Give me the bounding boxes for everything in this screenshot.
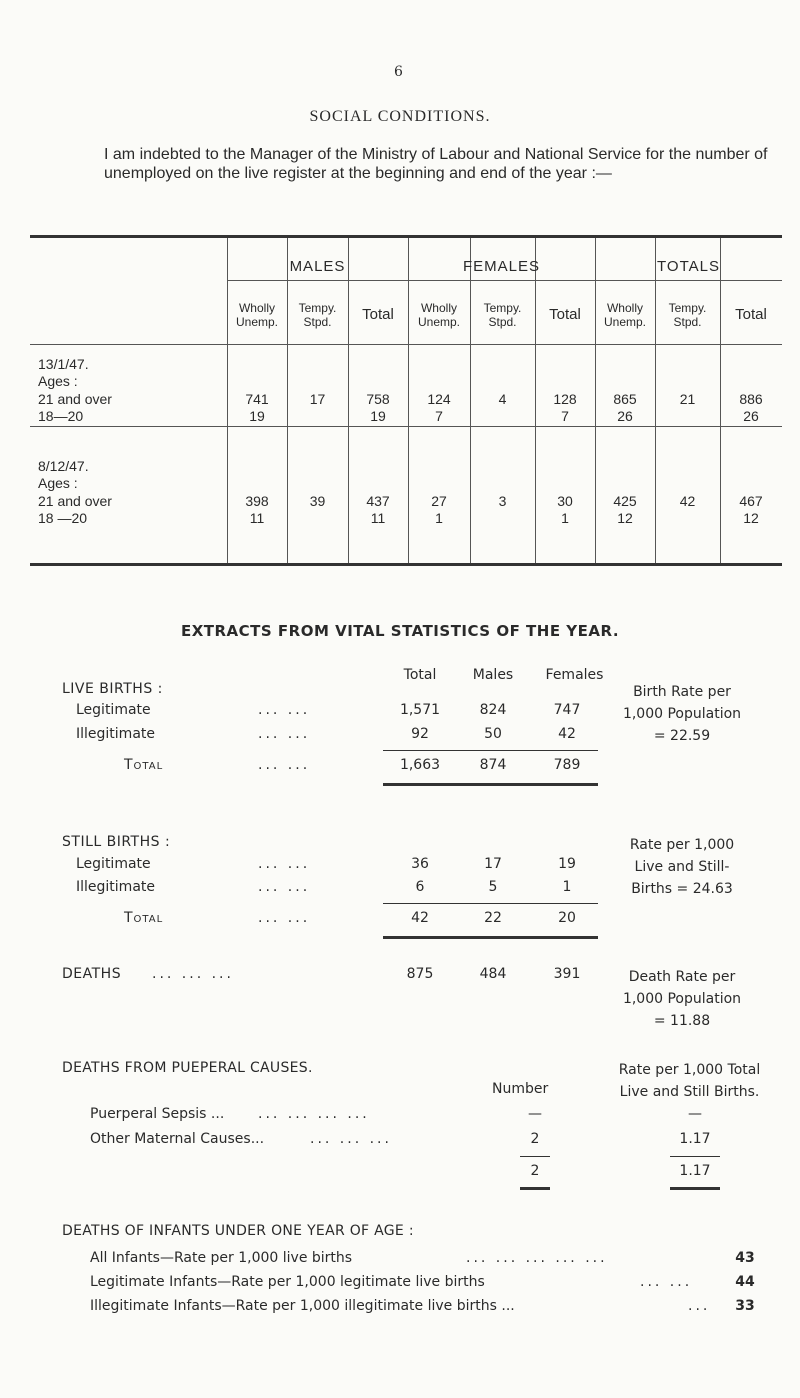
table-cell: 26 (743, 408, 759, 424)
table-cell: 865 (613, 391, 637, 407)
table-cell: 7 (561, 408, 569, 424)
leader-dots: ... ... (258, 757, 311, 773)
leader-dots: ... ... (258, 879, 311, 895)
row-label: 18—20 (38, 408, 84, 424)
leader-dots: ... ... (258, 856, 311, 872)
table-cell: 467 (739, 493, 763, 509)
value-cell: 875 (406, 966, 434, 982)
subheader-tempy-totals: Tempy. Stpd. (668, 301, 707, 329)
total-cell: 22 (484, 910, 502, 926)
value-cell: 92 (411, 726, 429, 742)
value-cell: 5 (488, 879, 498, 895)
table-cell: 1 (561, 510, 569, 526)
subheader-wholly-totals: Wholly Unemp. (603, 301, 647, 329)
leader-dots: ... ... ... (152, 966, 234, 982)
subheader-wholly-males: Wholly Unemp. (235, 301, 279, 329)
subheader-total-totals: Total (735, 306, 767, 323)
value-cell: 42 (558, 726, 576, 742)
rule (520, 1156, 550, 1157)
rate-cell: 1.17 (679, 1131, 711, 1147)
puerperal-rate-header-1: Rate per 1,000 Total (618, 1062, 761, 1078)
table-cell: 3 (498, 493, 507, 509)
subheader-tempy-females: Tempy. Stpd. (483, 301, 522, 329)
rate-total: 1.17 (679, 1163, 711, 1179)
leader-dots: ... (688, 1298, 711, 1314)
infant-rate-legit: 44 (735, 1274, 755, 1290)
table-cell: 758 (366, 391, 390, 407)
row-label: Illegitimate (76, 879, 155, 895)
deaths-label: DEATHS (62, 966, 122, 982)
table-cell: 11 (249, 510, 265, 526)
table-cell: 1 (435, 510, 443, 526)
still-rate-3: Births = 24.63 (631, 881, 733, 897)
intro-paragraph: I am indebted to the Manager of the Ministry of Labour and National Service for the number of unemployed on the live register at the beginning and end of the year :— (104, 146, 768, 182)
value-cell: 50 (484, 726, 502, 742)
subheader-total-males: Total (362, 306, 394, 323)
col-header-males: Males (472, 667, 514, 683)
table-cell: 437 (366, 493, 390, 509)
death-rate-2: 1,000 Population (622, 991, 742, 1007)
table-cell: 7 (435, 408, 443, 424)
row-label: Legitimate (76, 856, 151, 872)
total-label: Total (124, 910, 164, 926)
table-cell: 741 (245, 391, 269, 407)
number-cell: — (528, 1106, 542, 1122)
value-cell: 6 (415, 879, 425, 895)
table-cell: 124 (427, 391, 451, 407)
number-total: 2 (530, 1163, 540, 1179)
leader-dots: ... ... (258, 726, 311, 742)
group-males: MALES (289, 258, 346, 275)
table-cell: 26 (617, 408, 633, 424)
leader-dots: ... ... (258, 910, 311, 926)
value-cell: 19 (558, 856, 576, 872)
row-label: All Infants—Rate per 1,000 live births (90, 1250, 353, 1266)
rule (670, 1156, 720, 1157)
table-cell: 11 (370, 510, 386, 526)
table-cell: 42 (679, 493, 696, 509)
block-date: 8/12/47. (38, 458, 89, 474)
vital-heading: EXTRACTS FROM VITAL STATISTICS OF THE YEAR. (180, 622, 620, 640)
value-cell: 747 (553, 702, 581, 718)
value-cell: 1 (562, 879, 572, 895)
table-cell: 19 (249, 408, 265, 424)
block-ages: Ages : (38, 475, 78, 491)
table-cell: 39 (309, 493, 326, 509)
value-cell: 824 (479, 702, 507, 718)
row-label: 21 and over (38, 493, 112, 509)
unemployment-table (30, 235, 782, 566)
rule (383, 903, 598, 904)
table-cell: 4 (498, 391, 507, 407)
table-cell: 128 (553, 391, 577, 407)
table-cell: 12 (617, 510, 633, 526)
table-cell: 27 (431, 493, 447, 509)
number-cell: 2 (530, 1131, 540, 1147)
leader-dots: ... ... (258, 702, 311, 718)
rate-cell: — (688, 1106, 702, 1122)
row-label: 18 —20 (38, 510, 88, 526)
row-label: Other Maternal Causes... (90, 1131, 265, 1147)
col-header-total: Total (403, 667, 437, 683)
table-cell: 17 (309, 391, 326, 407)
birth-rate-1: Birth Rate per (633, 684, 731, 700)
table-cell: 19 (370, 408, 386, 424)
total-cell: 42 (411, 910, 429, 926)
value-cell: 1,571 (399, 702, 441, 718)
leader-dots: ... ... ... ... ... (466, 1250, 608, 1266)
total-label: Total (124, 757, 164, 773)
rule (383, 936, 598, 939)
infant-rate-illegit: 33 (735, 1298, 755, 1314)
total-cell: 1,663 (399, 757, 441, 773)
group-females: FEMALES (462, 258, 541, 275)
total-cell: 874 (479, 757, 507, 773)
row-label: Legitimate Infants—Rate per 1,000 legitimate live births (90, 1274, 485, 1290)
infant-rate-all: 43 (735, 1250, 755, 1266)
leader-dots: ... ... ... (310, 1131, 392, 1147)
row-label: Illegitimate (76, 726, 155, 742)
death-rate-3: = 11.88 (653, 1013, 711, 1029)
table-cell: 30 (557, 493, 573, 509)
table-cell: 21 (679, 391, 696, 407)
rule (670, 1187, 720, 1190)
value-cell: 391 (553, 966, 581, 982)
still-births-label: STILL BIRTHS : (62, 834, 171, 850)
col-header-females: Females (545, 667, 604, 683)
value-cell: 17 (484, 856, 502, 872)
block-ages: Ages : (38, 373, 78, 389)
still-rate-2: Live and Still- (634, 859, 730, 875)
rule (383, 750, 598, 751)
rule (383, 783, 598, 786)
group-totals: TOTALS (657, 258, 720, 275)
table-cell: 886 (739, 391, 763, 407)
row-label: 21 and over (38, 391, 112, 407)
birth-rate-2: 1,000 Population (622, 706, 742, 722)
row-label: Illegitimate Infants—Rate per 1,000 illegitimate live births ... (90, 1298, 515, 1314)
birth-rate-3: = 22.59 (653, 728, 711, 744)
live-births-label: LIVE BIRTHS : (62, 681, 163, 697)
value-cell: 484 (479, 966, 507, 982)
infants-heading: DEATHS OF INFANTS UNDER ONE YEAR OF AGE : (62, 1223, 414, 1239)
puerperal-rate-header-2: Live and Still Births. (619, 1084, 760, 1100)
table-cell: 425 (613, 493, 637, 509)
row-label: Puerperal Sepsis ... (90, 1106, 225, 1122)
block-date: 13/1/47. (38, 356, 89, 372)
page-number: 6 (394, 64, 403, 80)
still-rate-1: Rate per 1,000 (629, 837, 735, 853)
total-cell: 789 (553, 757, 581, 773)
subheader-total-females: Total (549, 306, 581, 323)
puerperal-number-header: Number (492, 1081, 549, 1097)
page-title: SOCIAL CONDITIONS. (309, 108, 491, 125)
subheader-wholly-females: Wholly Unemp. (417, 301, 461, 329)
rule (520, 1187, 550, 1190)
puerperal-heading: DEATHS FROM PUEPERAL CAUSES. (62, 1060, 313, 1076)
row-label: Legitimate (76, 702, 151, 718)
subheader-tempy-males: Tempy. Stpd. (298, 301, 337, 329)
value-cell: 36 (411, 856, 429, 872)
total-cell: 20 (558, 910, 576, 926)
leader-dots: ... ... (640, 1274, 693, 1290)
leader-dots: ... ... ... ... (258, 1106, 370, 1122)
table-cell: 12 (743, 510, 759, 526)
death-rate-1: Death Rate per (628, 969, 736, 985)
table-cell: 398 (245, 493, 269, 509)
